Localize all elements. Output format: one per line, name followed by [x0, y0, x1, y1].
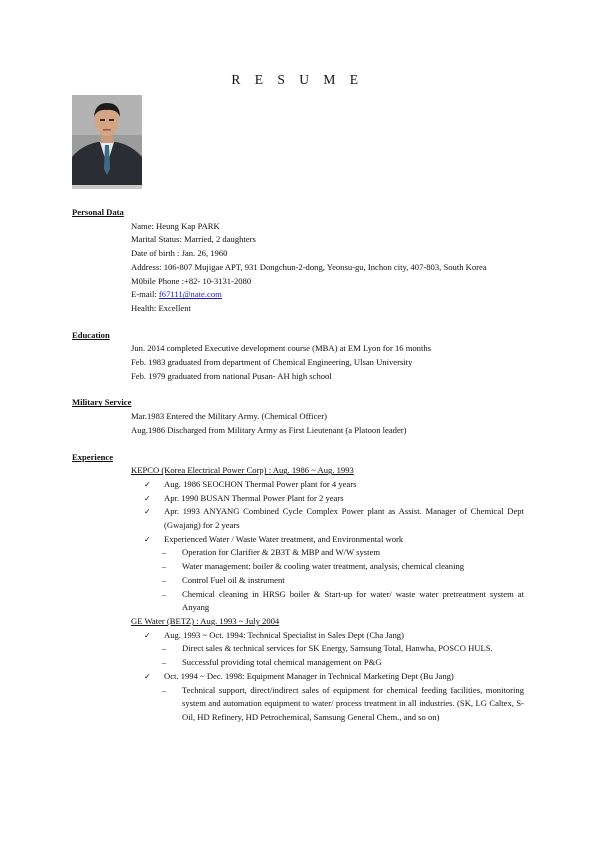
list-item: Aug.1986 Discharged from Military Army as First Lieutenant (a Platoon leader)	[131, 424, 407, 435]
list-item: ✓ Aug. 1993 ~ Oct. 1994: Technical Specialist in Sales Dept (Cha Jang)	[72, 629, 524, 643]
list-item: Name: Heung Kap PARK	[131, 220, 220, 231]
list-item: Mar.1983 Entered the Military Army. (Chemical Officer)	[131, 411, 327, 422]
check-icon: ✓	[144, 630, 151, 640]
dash-icon: –	[162, 684, 167, 695]
list-item: Marital Status: Married, 2 daughters	[131, 234, 256, 245]
check-icon: ✓	[144, 671, 151, 681]
list-item: ✓ Apr. 1993 ANYANG Combined Cycle Complex Power plant as Assist. Manager of Chemical Dept (Gwajang) for 2 years	[144, 506, 524, 531]
list-item: ✓ Oct. 1994 ~ Dec. 1998: Equipment Manager in Technical Marketing Dept (Bu Jang)	[72, 670, 524, 684]
list-item: – Direct sales & technical services for SK Energy, Samsung Total, Hanwha, POSCO HULS.	[72, 642, 524, 656]
list-item: – Water management: boiler & cooling water treatment, analysis, chemical cleaning	[72, 560, 524, 574]
education-heading: Education	[72, 329, 110, 340]
dash-icon: –	[162, 657, 167, 668]
list-item: – Chemical cleaning in HRSG boiler & Start-up for water/ waste water pretreatment system at Anyang	[162, 588, 524, 613]
dash-icon: –	[162, 643, 167, 654]
list-item: – Control Fuel oil & instrument	[72, 574, 524, 588]
list-item-email: E-mail: f67111@nate.com	[131, 289, 222, 300]
list-item: ✓ Aug. 1986 SEOCHON Thermal Power plant for 4 years	[72, 478, 524, 492]
list-item: Feb. 1983 graduated from department of Chemical Engineering, Ulsan University	[131, 357, 413, 368]
email-link[interactable]: f67111@nate.com	[158, 289, 222, 300]
list-item: Date of birth : Jan. 26, 1960	[131, 248, 228, 259]
resume-content	[72, 206, 524, 725]
list-item: ✓ Apr. 1990 BUSAN Thermal Power Plant for 2 years	[72, 492, 524, 506]
list-item: ✓ Experienced Water / Waste Water treatment, and Environmental work	[72, 533, 524, 547]
dash-icon: –	[162, 547, 167, 558]
list-item: Health: Excellent	[131, 302, 191, 313]
check-icon: ✓	[144, 493, 151, 503]
portrait-illustration	[72, 95, 142, 189]
military-section	[72, 396, 524, 437]
list-item: Address: 106-807 Mujigae APT, 931 Dongchun-2-dong, Yeonsu-gu, Inchon city, 407-803, South Korea	[131, 261, 487, 272]
list-item: – Operation for Clarifier & 2B3T & MBP and W/W system	[72, 546, 524, 560]
check-icon: ✓	[144, 507, 151, 517]
dash-icon: –	[162, 588, 167, 599]
check-icon: ✓	[144, 534, 151, 544]
list-item: – Successful providing total chemical management on P&G	[72, 656, 524, 670]
experience-section	[72, 451, 524, 725]
education-section	[72, 329, 524, 384]
check-icon: ✓	[144, 479, 151, 489]
company-kepco: KEPCO (Korea Electrical Power Corp) : Aug. 1986 ~ Aug. 1993	[131, 465, 354, 476]
dash-icon: –	[162, 561, 167, 572]
personal-data-heading: Personal Data	[72, 207, 124, 217]
list-item: Feb. 1979 graduated from national Pusan- AH high school	[131, 370, 332, 381]
list-item: – Technical support, direct/indirect sales of equipment for chemical feeding facilities, monitoring system and automation equipment to water/ process treatment in all industries. (SK, LG Caltex, S-Oil, HD Refinery, HD Petrochemical, Samsung General Chem., and so on)	[162, 684, 524, 722]
military-heading: Military Service	[72, 397, 132, 408]
personal-data-section	[72, 206, 524, 316]
experience-heading: Experience	[72, 451, 114, 462]
list-item: M0bile Phone :+82- 10-3131-2080	[131, 275, 252, 286]
page-title: R E S U M E	[231, 72, 364, 87]
company-ge-water: GE Water (BETZ) : Aug. 1993 ~ July 2004	[131, 615, 280, 626]
dash-icon: –	[162, 574, 167, 585]
profile-photo	[72, 95, 142, 189]
list-item: Jun. 2014 completed Executive development course (MBA) at EM Lyon for 16 months	[131, 343, 432, 354]
